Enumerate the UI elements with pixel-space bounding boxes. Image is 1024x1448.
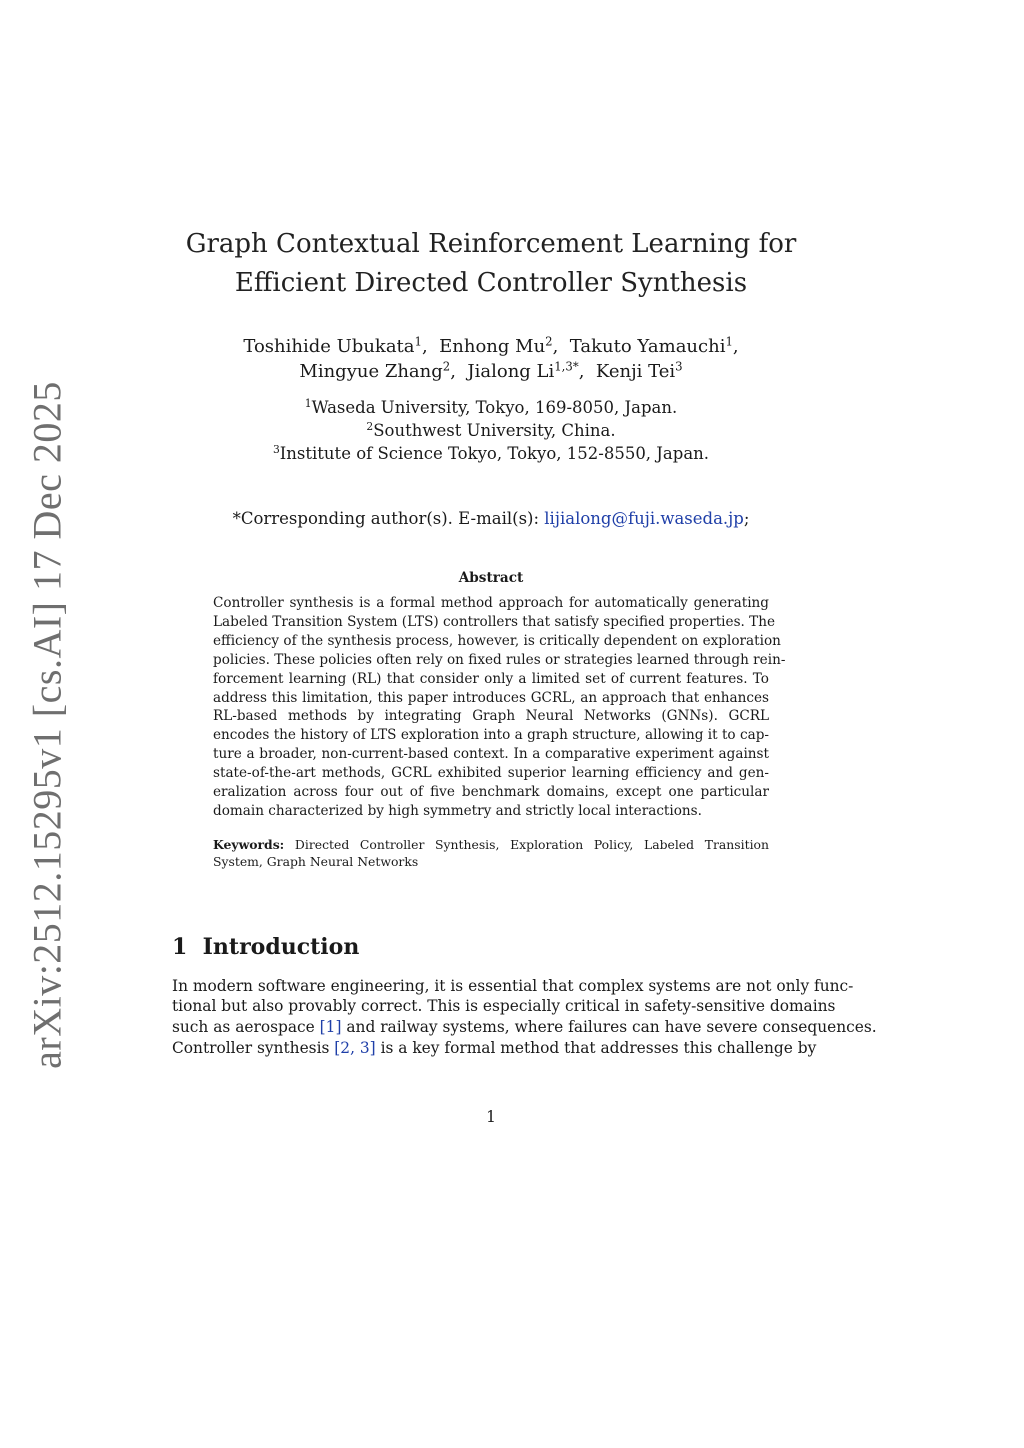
citation-link-2-3[interactable]: [2, 3] xyxy=(334,1039,376,1057)
affiliation-text: Waseda University, Tokyo, 169-8050, Japan. xyxy=(311,398,678,417)
citation-link-1[interactable]: [1] xyxy=(319,1018,342,1036)
abstract-line: RL-based methods by integrating Graph Neural Networks (GNNs). GCRL xyxy=(213,708,769,724)
affiliation-mark: 2 xyxy=(366,420,374,434)
affiliation-text: Institute of Science Tokyo, Tokyo, 152-8550, Japan. xyxy=(279,444,710,463)
abstract-line: ture a broader, non-current-based context. In a comparative experiment against xyxy=(213,746,769,762)
author-name: Kenji Tei xyxy=(595,361,676,382)
abstract-line: encodes the history of LTS exploration into a graph structure, allowing it to cap- xyxy=(213,727,769,743)
paper-title-line-1: Graph Contextual Reinforcement Learning for xyxy=(185,229,797,259)
page-number: 1 xyxy=(486,1108,496,1126)
abstract-line: address this limitation, this paper introduces GCRL, an approach that enhances xyxy=(213,690,769,706)
abstract-line: efficiency of the synthesis process, however, is critically dependent on exploration xyxy=(213,633,781,649)
abstract-line: domain characterized by high symmetry and strictly local interactions. xyxy=(213,803,702,819)
keywords-label: Keywords: xyxy=(213,837,285,852)
author-name: Toshihide Ubukata xyxy=(243,336,415,357)
intro-line-2: tional but also provably correct. This is especially critical in safety-sensitive domains xyxy=(172,997,836,1015)
section-number: 1 xyxy=(172,934,188,960)
author-name: Jialong Li xyxy=(467,361,555,382)
corresponding-author-label: *Corresponding author(s). E-mail(s): xyxy=(232,509,545,528)
abstract-line: forcement learning (RL) that consider only a limited set of current features. To xyxy=(213,671,769,687)
author-name: Mingyue Zhang xyxy=(299,361,443,382)
author-affiliation-mark: 1 xyxy=(725,334,733,349)
author-affiliation-mark: 1 xyxy=(414,334,422,349)
keywords-text: Directed Controller Synthesis, Exploration Policy, Labeled Transition xyxy=(284,837,769,852)
intro-text: Controller synthesis xyxy=(172,1039,335,1057)
corresponding-suffix: ; xyxy=(743,509,750,528)
intro-line-1: In modern software engineering, it is essential that complex systems are not only func- xyxy=(172,977,854,995)
abstract-line: policies. These policies often rely on fixed rules or strategies learned through rein- xyxy=(213,652,786,668)
keywords-line-1 xyxy=(213,837,769,852)
author-line-2: Mingyue Zhang$^2$, Jialong $Li^{1,3*}$, Kenji Tei$^3$ xyxy=(299,359,683,382)
abstract-heading: Abstract xyxy=(458,570,524,586)
author-name: Takuto Yamauchi xyxy=(569,336,726,357)
author-affiliation-mark: 3 xyxy=(675,359,683,374)
keywords-line-2: System, Graph Neural Networks xyxy=(213,854,419,869)
corresponding-author xyxy=(0,509,982,528)
author-name: Enhong Mu xyxy=(439,336,546,357)
affiliation-2 xyxy=(0,421,982,440)
affiliation-mark: 3 xyxy=(272,443,280,457)
intro-text: such as aerospace xyxy=(172,1018,320,1036)
affiliation-1 xyxy=(0,398,982,417)
affiliation-3 xyxy=(0,444,982,463)
abstract-line: Controller synthesis is a formal method approach for automatically generating xyxy=(213,595,769,611)
section-heading-introduction xyxy=(172,934,359,960)
intro-text: and railway systems, where failures can have severe consequences. xyxy=(341,1018,877,1036)
abstract-line: Labeled Transition System (LTS) controllers that satisfy specified properties. The xyxy=(213,614,776,630)
arxiv-stamp-text: arXiv:2512.15295v1 [cs.AI] 17 Dec 2025 xyxy=(24,381,70,1069)
author-line-1: Toshihide Ubukata$^1$, Enhong Mu$^2$, Takuto Yamauchi$^1$, xyxy=(243,334,739,357)
paper-title-line-2: Efficient Directed Controller Synthesis xyxy=(234,268,748,298)
intro-line-4 xyxy=(172,1039,817,1057)
corresponding-email-link[interactable]: lijialong@fuji.waseda.jp xyxy=(544,509,744,528)
intro-text: is a key formal method that addresses this challenge by xyxy=(375,1039,817,1057)
author-affiliation-mark: 2 xyxy=(442,359,451,374)
affiliation-text: Southwest University, China. xyxy=(373,421,616,440)
author-affiliation-mark: 1,3* xyxy=(554,359,579,374)
affiliation-mark: 1 xyxy=(304,397,312,411)
author-affiliation-mark: 2 xyxy=(545,334,553,349)
intro-line-3 xyxy=(172,1018,877,1036)
abstract-line: eralization across four out of five benchmark domains, except one particular xyxy=(213,784,769,800)
section-title: Introduction xyxy=(202,934,360,960)
abstract-line: state-of-the-art methods, GCRL exhibited superior learning efficiency and gen- xyxy=(213,765,769,781)
